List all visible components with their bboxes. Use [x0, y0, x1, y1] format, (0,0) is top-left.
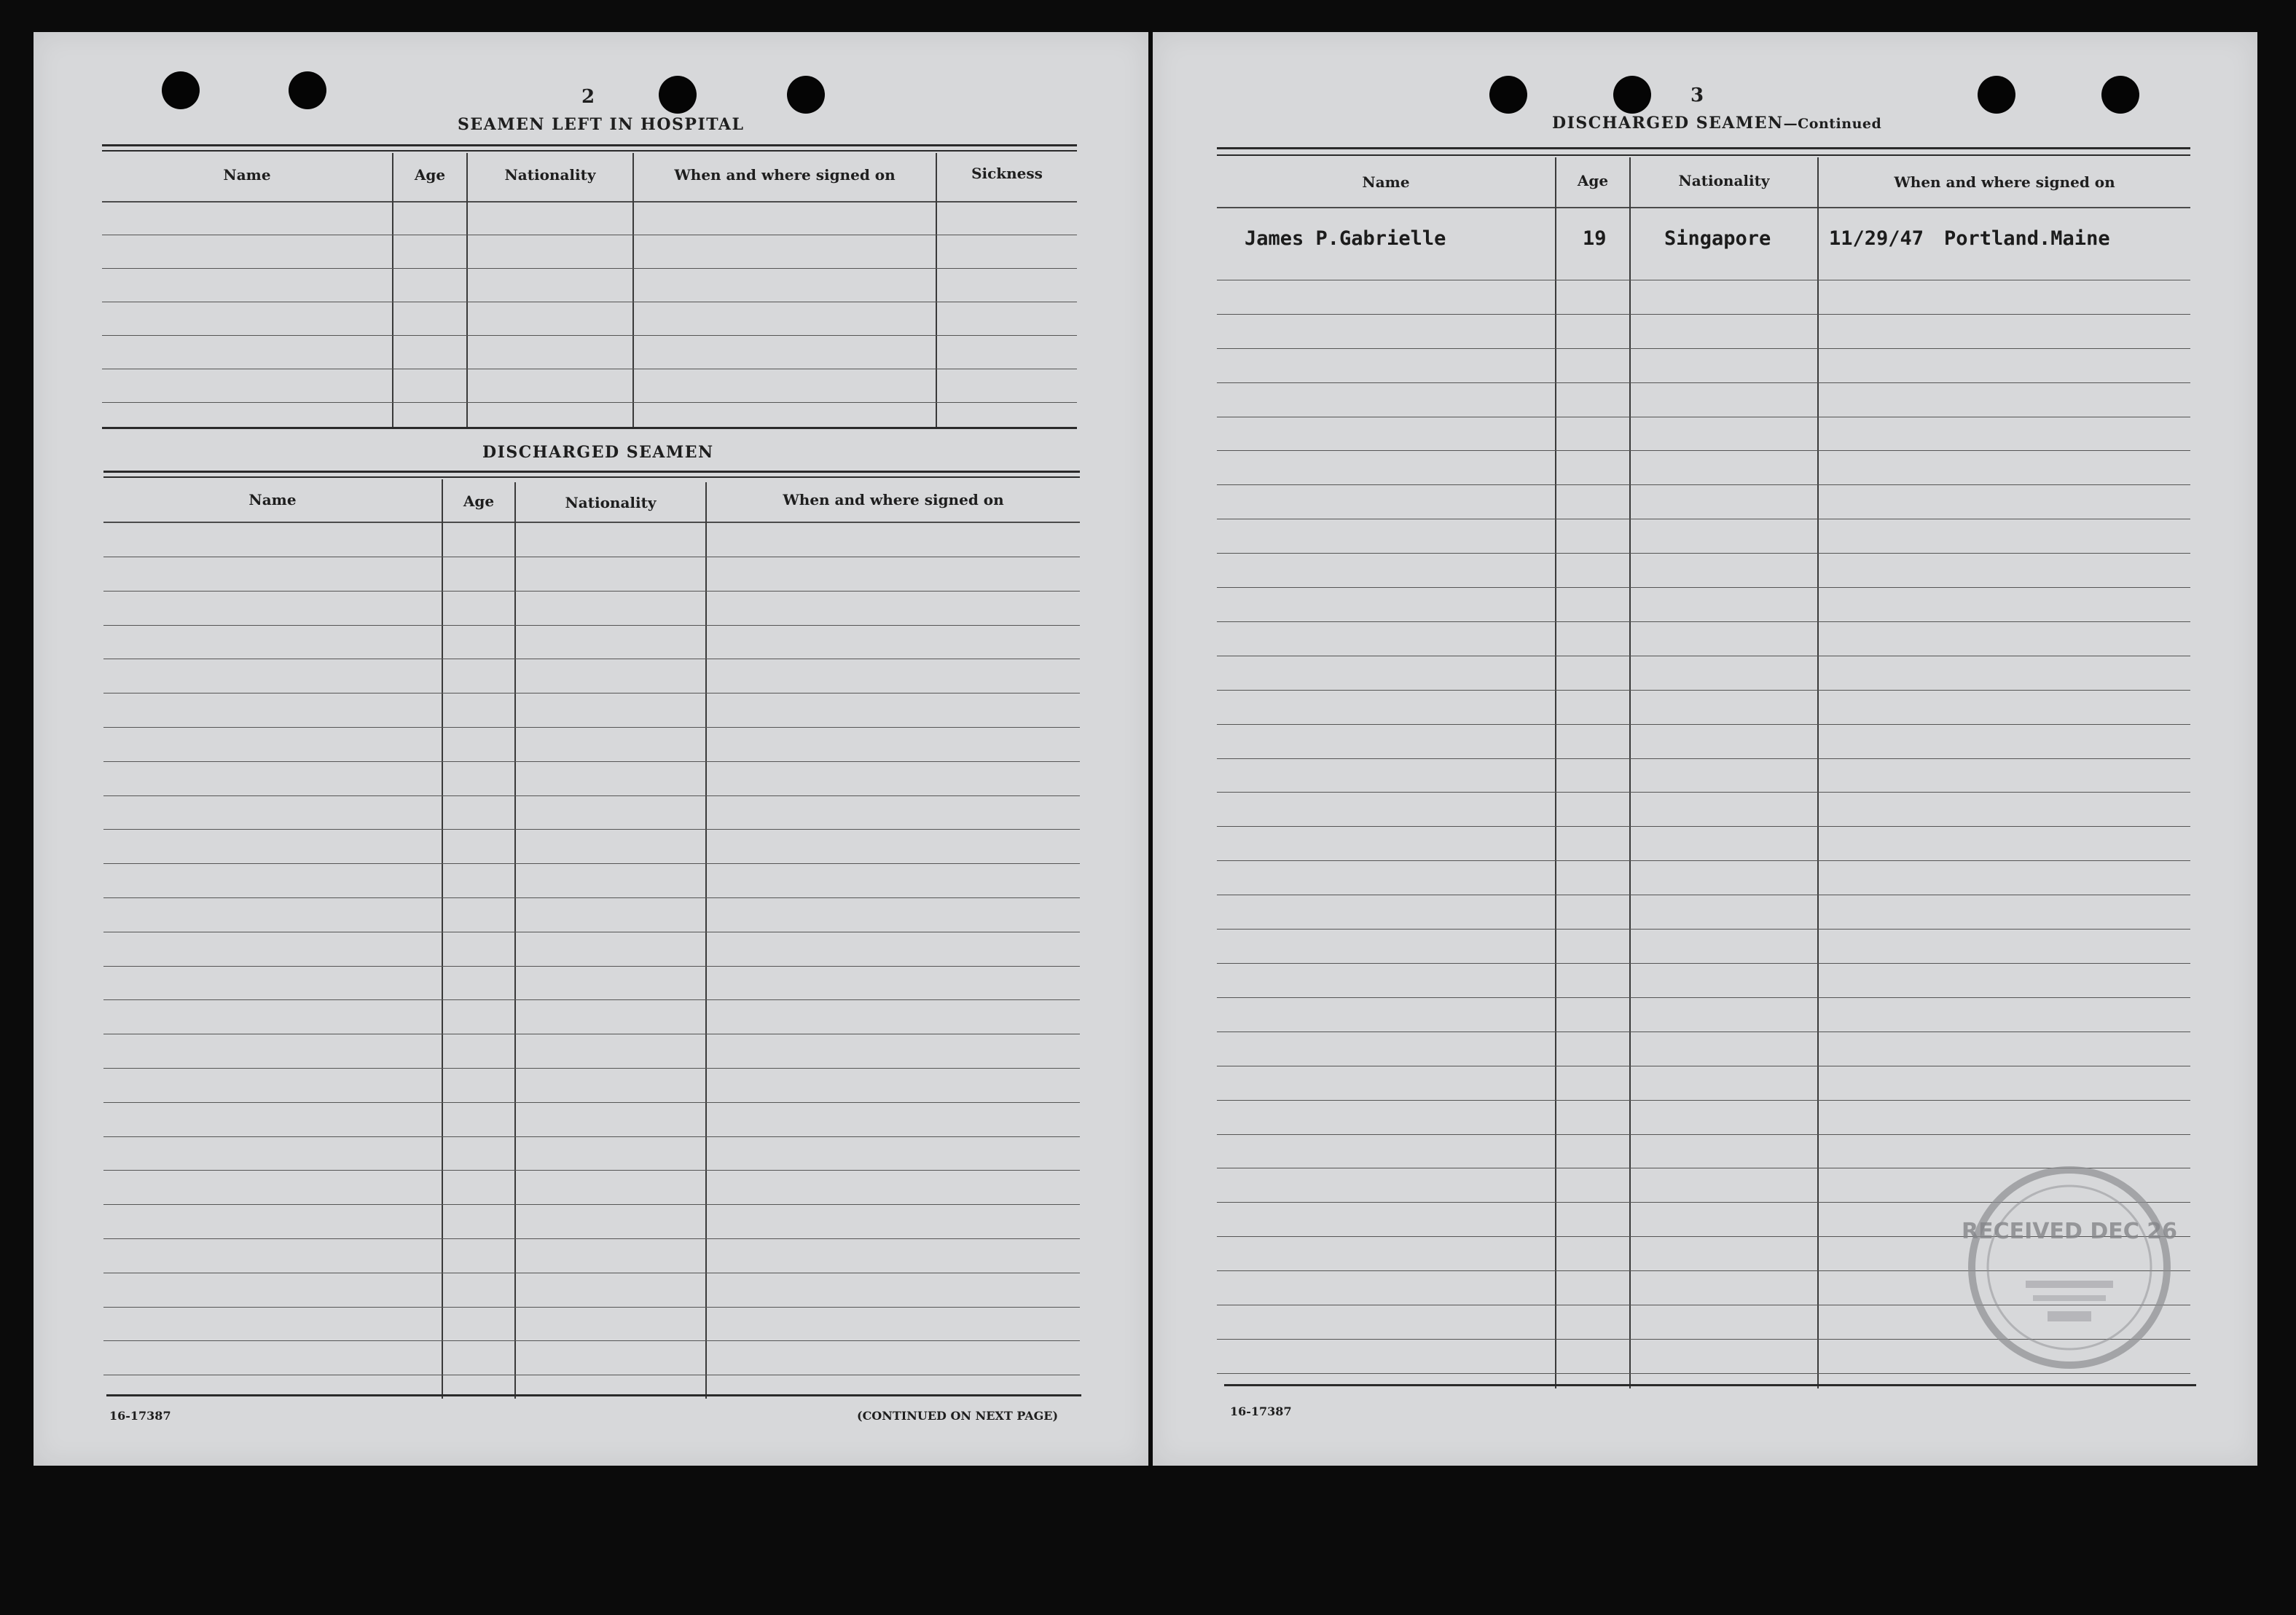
ruled-line	[103, 1238, 1080, 1239]
ruled-line	[103, 761, 1080, 762]
discharged-section-title: DISCHARGED SEAMEN	[482, 443, 714, 462]
discharged-header-rule	[103, 522, 1080, 523]
column-divider	[392, 153, 393, 427]
right-table-top-rule	[1217, 147, 2190, 149]
punch-hole	[1613, 76, 1651, 114]
ruled-line	[1217, 724, 2190, 725]
hospital-col-name: Name	[223, 166, 271, 184]
ruled-line	[102, 335, 1077, 336]
hospital-col-signed-on: When and where signed on	[674, 166, 896, 184]
punch-hole	[2101, 76, 2139, 114]
hospital-col-sickness: Sickness	[971, 165, 1043, 182]
ruled-line	[1217, 587, 2190, 588]
ruled-line	[1217, 484, 2190, 485]
form-number: 16-17387	[1230, 1404, 1292, 1418]
ruled-line	[103, 727, 1080, 728]
column-divider	[1629, 157, 1631, 1388]
ruled-line	[103, 1340, 1080, 1341]
ruled-line	[1217, 450, 2190, 451]
column-divider	[705, 482, 707, 1399]
ruled-line	[103, 897, 1080, 898]
hospital-table-top-rule	[102, 144, 1077, 146]
ruled-line	[1217, 929, 2190, 930]
ruled-line	[103, 1068, 1080, 1069]
discharged-table-top-rule	[103, 471, 1080, 473]
hospital-col-age: Age	[414, 166, 446, 184]
ruled-line	[1217, 690, 2190, 691]
ruled-line	[103, 795, 1080, 796]
discharged-col-name: Name	[248, 491, 297, 508]
ruled-line	[1217, 314, 2190, 315]
right-header-rule	[1217, 207, 2190, 208]
ruled-line	[103, 1102, 1080, 1103]
ruled-line	[102, 402, 1077, 403]
column-divider	[442, 479, 443, 1399]
punch-hole	[787, 76, 825, 114]
form-number: 16-17387	[109, 1409, 171, 1423]
hospital-col-nationality: Nationality	[504, 166, 596, 184]
punch-hole	[1489, 76, 1527, 114]
hospital-table-bottom-rule	[102, 427, 1077, 429]
stamp-text: RECEIVED DEC 26	[1962, 1219, 2177, 1244]
column-divider	[514, 482, 516, 1399]
svg-text:RECEIVED DEC 26	[1962, 1219, 2177, 1244]
discharged-title-text: DISCHARGED SEAMEN	[1552, 114, 1784, 133]
ruled-line	[103, 1170, 1080, 1171]
ruled-line	[103, 999, 1080, 1000]
ruled-line	[102, 268, 1077, 269]
column-divider	[466, 153, 468, 427]
ruled-line	[103, 591, 1080, 592]
continued-suffix: —Continued	[1783, 116, 1882, 132]
ruled-line	[1217, 1100, 2190, 1101]
right-col-signed-on: When and where signed on	[1894, 173, 2115, 191]
entry-name: James P.Gabrielle	[1245, 227, 1446, 250]
right-table-top-rule-2	[1217, 154, 2190, 156]
discharged-continued-title	[1552, 114, 1881, 133]
ruled-line	[103, 829, 1080, 830]
ruled-line	[1217, 963, 2190, 964]
ruled-line	[103, 1307, 1080, 1308]
entry-date: 11/29/47	[1829, 227, 1924, 250]
continued-note: (CONTINUED ON NEXT PAGE)	[857, 1409, 1059, 1423]
right-col-age: Age	[1577, 172, 1609, 189]
entry-place: Portland.Maine	[1944, 227, 2110, 250]
hospital-section-title: SEAMEN LEFT IN HOSPITAL	[458, 115, 745, 134]
discharged-table-bottom-rule	[106, 1394, 1081, 1396]
column-divider	[632, 153, 634, 427]
page-number: 2	[581, 86, 595, 108]
ruled-line	[1217, 997, 2190, 998]
ruled-line	[103, 625, 1080, 626]
punch-hole	[289, 71, 326, 109]
ruled-line	[103, 863, 1080, 864]
ruled-line	[1217, 1134, 2190, 1135]
ruled-line	[103, 966, 1080, 967]
discharged-col-signed-on: When and where signed on	[783, 491, 1004, 508]
ruled-line	[1217, 382, 2190, 383]
discharged-col-age: Age	[463, 492, 495, 510]
discharged-col-nationality: Nationality	[565, 494, 657, 511]
right-col-nationality: Nationality	[1678, 172, 1770, 189]
ruled-line	[1217, 758, 2190, 759]
ruled-line	[1217, 553, 2190, 554]
ruled-line	[1217, 860, 2190, 861]
ruled-line	[1217, 792, 2190, 793]
column-divider	[936, 153, 937, 427]
ruled-line	[1217, 621, 2190, 622]
ruled-line	[1217, 348, 2190, 349]
punch-hole	[162, 71, 200, 109]
entry-nationality: Singapore	[1664, 227, 1771, 250]
column-divider	[1555, 157, 1556, 1388]
punch-hole	[1978, 76, 2015, 114]
column-divider	[1817, 157, 1819, 1388]
hospital-header-rule	[102, 201, 1077, 203]
hospital-table-top-rule-2	[102, 150, 1077, 152]
right-table-bottom-rule	[1224, 1384, 2196, 1386]
ruled-line	[103, 1136, 1080, 1137]
ruled-line	[103, 1204, 1080, 1205]
received-stamp	[1960, 1158, 2179, 1377]
page-number: 3	[1690, 85, 1704, 106]
ruled-line	[1217, 826, 2190, 827]
punch-hole	[659, 76, 697, 114]
entry-age: 19	[1583, 227, 1607, 250]
discharged-table-top-rule-2	[103, 476, 1080, 478]
left-page	[34, 32, 1148, 1466]
right-col-name: Name	[1362, 173, 1410, 191]
